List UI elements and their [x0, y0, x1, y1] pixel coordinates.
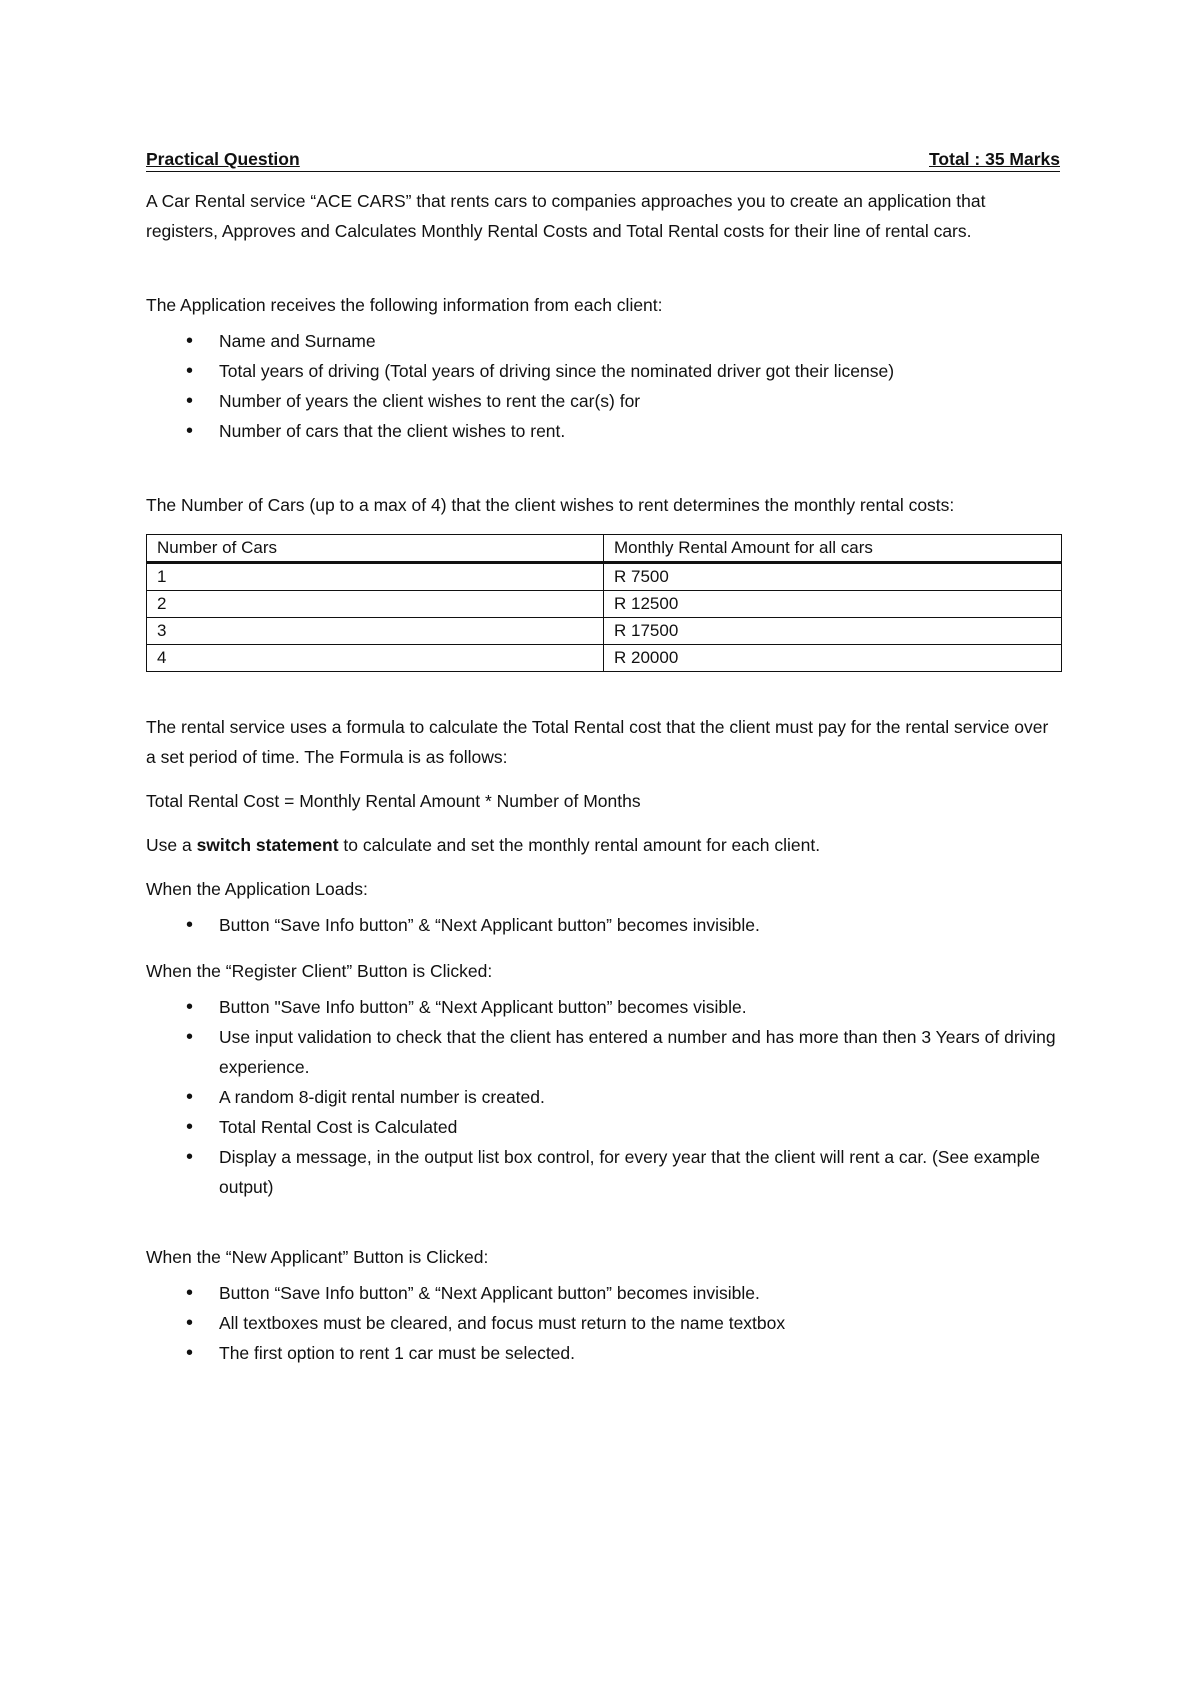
list-item: • Total Rental Cost is Calculated: [146, 1112, 1060, 1142]
formula-line: Total Rental Cost = Monthly Rental Amount * Number of Months: [146, 791, 641, 811]
question-header: [146, 148, 1060, 172]
formula-intro: The rental service uses a formula to calculate the Total Rental cost that the client must pay for the rental service over a set period of time. The Formula is as follows:: [146, 717, 1049, 767]
table-cell: 3: [147, 618, 604, 645]
table-cell: R 12500: [604, 591, 1062, 618]
question-title: Practical Question: [146, 149, 300, 169]
switch-keyword: switch statement: [196, 835, 339, 855]
table-cell: R 20000: [604, 645, 1062, 672]
total-marks: Total : 35 Marks: [929, 149, 1060, 169]
table-cell: 2: [147, 591, 604, 618]
list-item: • Button “Save Info button” & “Next Applicant button” becomes invisible.: [146, 910, 1060, 940]
table-row: [147, 591, 1062, 618]
info-heading: The Application receives the following information from each client:: [146, 295, 663, 315]
table-header-row: [147, 535, 1062, 563]
list-item: • Total years of driving (Total years of driving since the nominated driver got their license): [146, 356, 1060, 386]
register-list: [146, 992, 1060, 1202]
document-page: [146, 148, 1060, 1368]
switch-pre: Use a: [146, 835, 197, 855]
new-heading: When the “New Applicant” Button is Clicked:: [146, 1247, 489, 1267]
loads-list: [146, 910, 1060, 940]
table-cell: R 7500: [604, 563, 1062, 591]
table-row: [147, 563, 1062, 591]
table-cell: R 17500: [604, 618, 1062, 645]
list-item: • Display a message, in the output list box control, for every year that the client will rent a car. (See example output): [146, 1142, 1060, 1202]
loads-heading: When the Application Loads:: [146, 879, 368, 899]
list-item: • Number of cars that the client wishes to rent.: [146, 416, 1060, 446]
switch-line: [146, 830, 1060, 860]
table-row: [147, 618, 1062, 645]
intro-paragraph: A Car Rental service “ACE CARS” that rents cars to companies approaches you to create an application that registers, Approves and Calculates Monthly Rental Costs and Total Rental costs for their line of rental cars.: [146, 191, 986, 241]
list-item: • Button "Save Info button” & “Next Applicant button” becomes visible.: [146, 992, 1060, 1022]
list-item: • Name and Surname: [146, 326, 1060, 356]
table-cell: 1: [147, 563, 604, 591]
list-item: • Button “Save Info button” & “Next Applicant button” becomes invisible.: [146, 1278, 1060, 1308]
register-heading: When the “Register Client” Button is Clicked:: [146, 961, 493, 981]
list-item: • All textboxes must be cleared, and focus must return to the name textbox: [146, 1308, 1060, 1338]
rental-table: [146, 534, 1062, 672]
new-list: [146, 1278, 1060, 1368]
list-item: • Number of years the client wishes to rent the car(s) for: [146, 386, 1060, 416]
info-list: [146, 326, 1060, 446]
cars-intro: The Number of Cars (up to a max of 4) that the client wishes to rent determines the monthly rental costs:: [146, 495, 955, 515]
table-header-cell: Number of Cars: [147, 535, 604, 563]
list-item: • Use input validation to check that the client has entered a number and has more than then 3 Years of driving experience.: [146, 1022, 1060, 1082]
table-header-cell: Monthly Rental Amount for all cars: [604, 535, 1062, 563]
list-item: • A random 8-digit rental number is created.: [146, 1082, 1060, 1112]
table-row: [147, 645, 1062, 672]
switch-post: to calculate and set the monthly rental amount for each client.: [338, 835, 821, 855]
table-cell: 4: [147, 645, 604, 672]
list-item: • The first option to rent 1 car must be selected.: [146, 1338, 1060, 1368]
